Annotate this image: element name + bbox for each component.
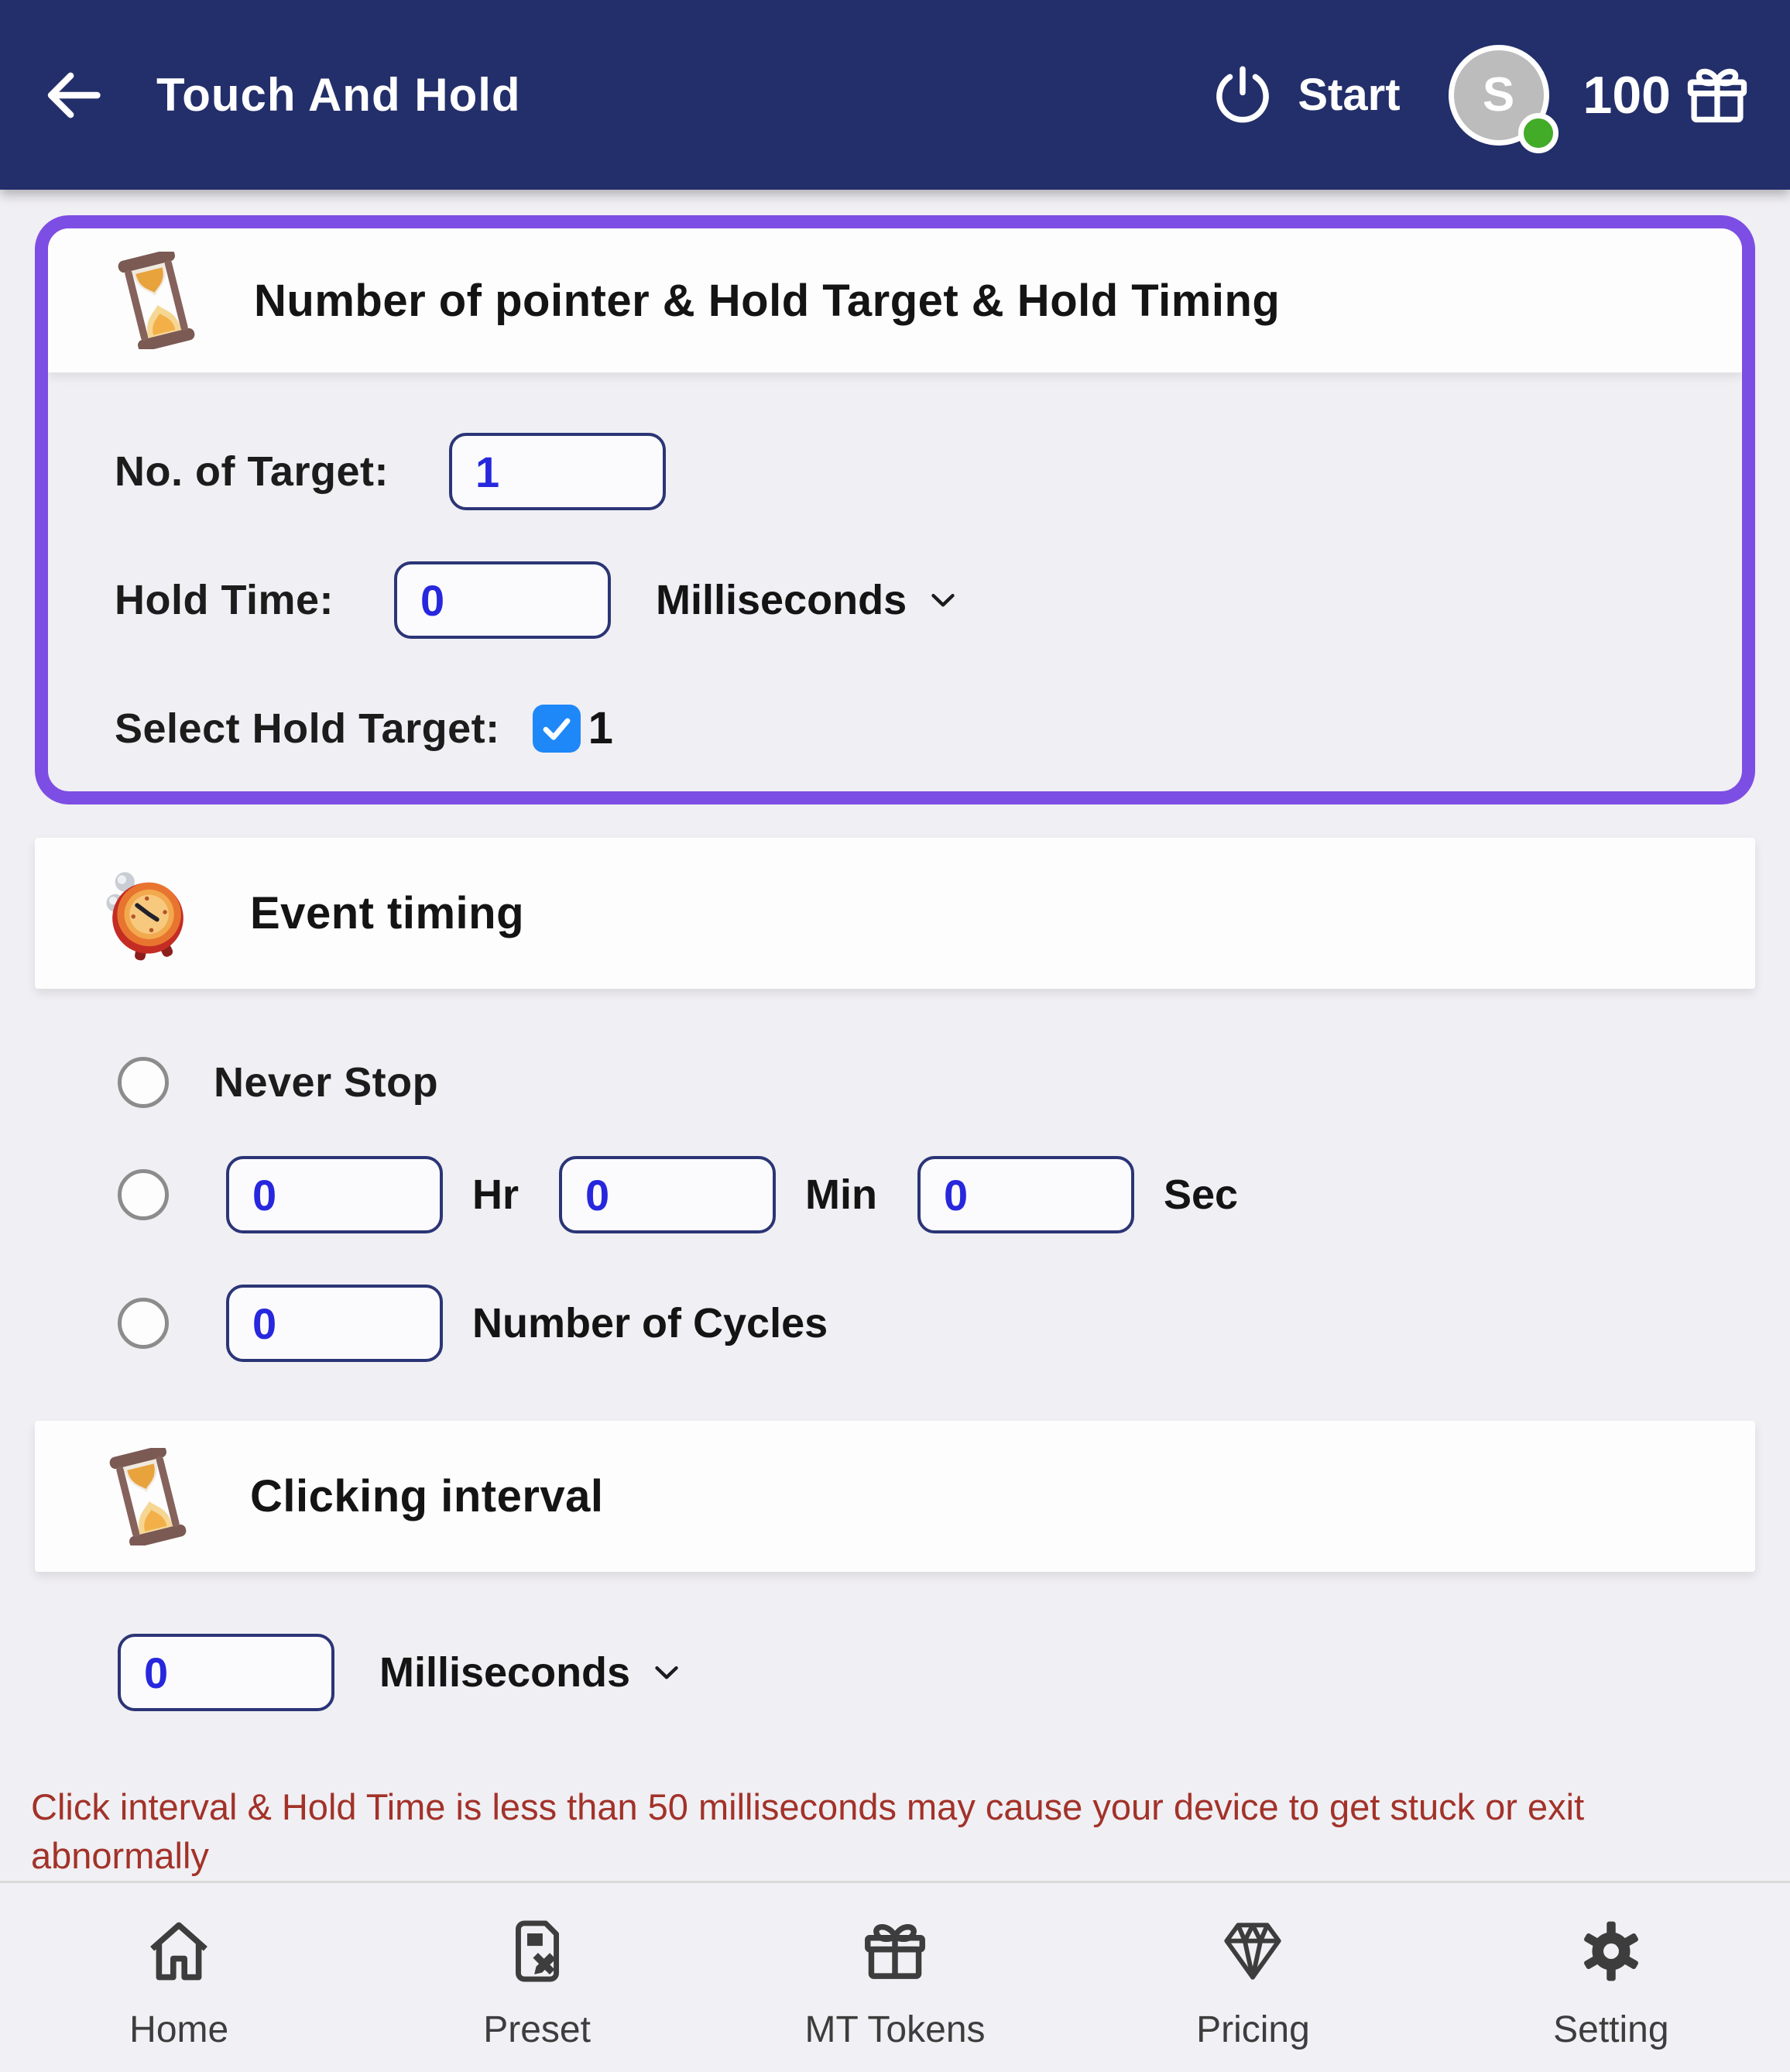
- select-hold-target-label: Select Hold Target:: [115, 705, 500, 752]
- token-count: 100: [1583, 65, 1671, 125]
- chevron-down-icon: [924, 581, 962, 619]
- back-button[interactable]: [37, 60, 108, 131]
- no-of-target-row: [115, 433, 1711, 510]
- nav-label-preset: Preset: [483, 2009, 591, 2051]
- cycles-label: Number of Cycles: [472, 1300, 828, 1346]
- never-stop-row: [118, 1057, 1790, 1108]
- nav-label-pricing: Pricing: [1196, 2009, 1310, 2051]
- hours-input[interactable]: [226, 1156, 443, 1233]
- hold-settings-title: Number of pointer & Hold Target & Hold Timing: [254, 275, 1281, 326]
- online-status-dot: [1518, 113, 1559, 153]
- minutes-input[interactable]: [559, 1156, 776, 1233]
- cycles-radio[interactable]: [118, 1298, 169, 1349]
- seconds-label: Sec: [1164, 1172, 1239, 1218]
- gift-icon: [858, 1914, 932, 1988]
- event-timing-title: Event timing: [250, 888, 525, 938]
- duration-radio[interactable]: [118, 1169, 169, 1220]
- nav-item-setting[interactable]: [1432, 1883, 1790, 2072]
- clicking-interval-unit-label: Milliseconds: [379, 1649, 631, 1696]
- clicking-interval-header: [35, 1421, 1755, 1572]
- nav-item-mt-tokens[interactable]: [716, 1883, 1074, 2072]
- select-hold-target-row: [115, 702, 1711, 754]
- duration-row: [118, 1156, 1790, 1233]
- home-icon: [142, 1914, 216, 1988]
- start-button[interactable]: [1209, 62, 1400, 129]
- hourglass-icon: [115, 250, 198, 351]
- page-title: Touch And Hold: [156, 69, 521, 121]
- hold-target-checkbox[interactable]: [533, 705, 581, 753]
- power-icon: [1209, 62, 1276, 129]
- minutes-label: Min: [805, 1172, 877, 1218]
- bottom-navigation: [0, 1881, 1790, 2072]
- cycles-row: [118, 1285, 1790, 1362]
- clicking-interval-row: [118, 1634, 1790, 1711]
- nav-label-setting: Setting: [1553, 2009, 1669, 2051]
- hold-time-input[interactable]: [394, 561, 611, 639]
- clicking-interval-unit-dropdown[interactable]: [379, 1648, 686, 1696]
- nav-label-home: Home: [129, 2009, 229, 2051]
- never-stop-label: Never Stop: [214, 1059, 439, 1106]
- no-of-target-label: No. of Target:: [115, 448, 389, 495]
- check-icon: [538, 710, 575, 747]
- avatar-letter: S: [1482, 68, 1515, 122]
- event-timing-header: [35, 838, 1755, 989]
- hold-time-unit-dropdown[interactable]: [656, 576, 962, 624]
- user-avatar[interactable]: [1449, 45, 1549, 146]
- clicking-interval-input[interactable]: [118, 1634, 334, 1711]
- back-arrow-icon: [40, 63, 105, 128]
- hold-time-label: Hold Time:: [115, 577, 334, 623]
- no-of-target-input[interactable]: [449, 433, 666, 510]
- warning-text: Click interval & Hold Time is less than 50 milliseconds may cause your device to get stuck or exit abnormally: [31, 1786, 1585, 1877]
- clicking-interval-title: Clicking interval: [250, 1471, 604, 1521]
- cycles-input[interactable]: [226, 1285, 443, 1362]
- hours-label: Hr: [472, 1172, 520, 1218]
- start-label: Start: [1298, 70, 1401, 120]
- nav-item-home[interactable]: [0, 1883, 358, 2072]
- gift-icon: [1682, 60, 1753, 131]
- hold-target-option-label: 1: [588, 703, 613, 753]
- gear-icon: [1574, 1914, 1648, 1988]
- nav-item-pricing[interactable]: [1074, 1883, 1432, 2072]
- seconds-input[interactable]: [917, 1156, 1134, 1233]
- alarm-clock-icon: [101, 859, 194, 968]
- hold-settings-section: [35, 215, 1755, 804]
- hold-time-row: [115, 561, 1711, 639]
- top-app-bar: [0, 0, 1790, 190]
- hold-settings-body: [48, 372, 1742, 791]
- hold-time-unit-label: Milliseconds: [656, 577, 907, 623]
- never-stop-radio[interactable]: [118, 1057, 169, 1108]
- gem-icon: [1216, 1914, 1290, 1988]
- chevron-down-icon: [647, 1653, 686, 1692]
- nav-item-preset[interactable]: [358, 1883, 715, 2072]
- hourglass-icon: [101, 1443, 194, 1551]
- hold-settings-header: [48, 228, 1742, 372]
- rewards-button[interactable]: [1682, 60, 1753, 131]
- preset-icon: [500, 1914, 574, 1988]
- nav-label-mt-tokens: MT Tokens: [804, 2009, 986, 2051]
